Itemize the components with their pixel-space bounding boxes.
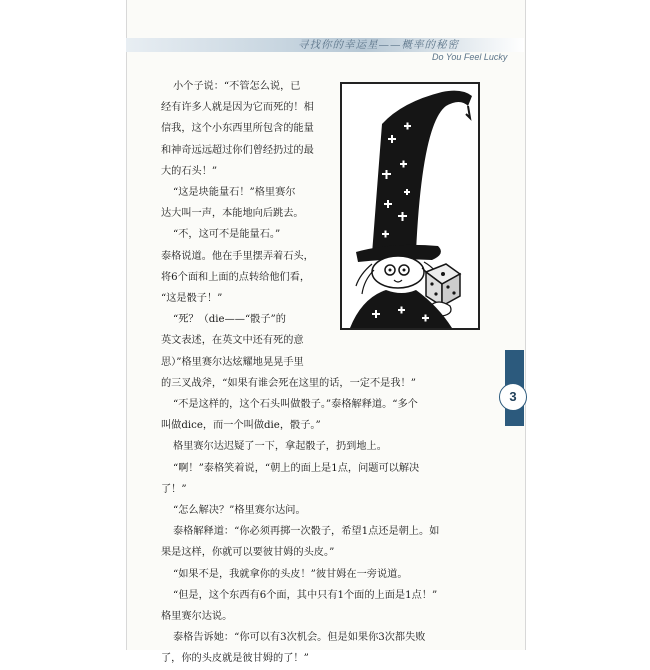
body-line: 和神奇远远超过你们曾经扔过的最 [161, 144, 314, 156]
body-line: 叫做dice，而一个叫做die，骰子。” [161, 420, 321, 432]
running-header-subtitle: Do You Feel Lucky [432, 52, 508, 62]
body-line: 泰格告诉她：“你可以有3次机会。但是如果你3次都失败 [173, 632, 426, 644]
body-line: 将6个面和上面的点转给他们看， [161, 271, 311, 283]
body-line: “不是这样的，这个石头叫做骰子。”泰格解释道。“多个 [173, 399, 418, 410]
page-number-badge: 3 [499, 383, 527, 411]
body-line: 英文表述，在英文中还有死的意 [161, 335, 304, 347]
body-line: “这是块能量石！”格里赛尔 [173, 187, 296, 198]
body-line: 达大叫一声，本能地向后跳去。 [161, 208, 304, 220]
body-line: 经有许多人就是因为它而死的！相 [161, 102, 314, 114]
body-line: 格里赛尔达迟疑了一下，拿起骰子，扔到地上。 [173, 441, 387, 453]
body-line: “这是骰子！” [161, 293, 223, 304]
body-line: 果是这样，你就可以要彼甘姆的头皮。” [161, 547, 335, 559]
body-line: “但是，这个东西有6个面，其中只有1个面的上面是1点！” [173, 589, 438, 601]
body-line: “怎么解决？”格里赛尔达问。 [173, 505, 306, 516]
body-line: 思）”格里赛尔达炫耀地晃晃手里 [161, 356, 304, 368]
body-line: 小个子说：“不管怎么说，已 [173, 81, 301, 92]
body-line: 的三叉战斧，“如果有谁会死在这里的话，一定不是我！” [161, 377, 416, 389]
body-line: 信我，这个小东西里所包含的能量 [161, 123, 314, 135]
body-line: 了！” [161, 483, 187, 495]
body-line: “如果不是，我就拿你的头皮！”彼甘姆在一旁说道。 [173, 568, 408, 580]
running-header-title: 寻找你的幸运星——概率的秘密 [298, 39, 459, 51]
body-line: “不，这可不是能量石。” [173, 229, 281, 241]
body-line: 格里赛尔达说。 [161, 611, 233, 622]
body-line: 泰格解释道：“你必须再掷一次骰子，希望1点还是朝上。如 [173, 526, 440, 538]
body-line: 泰格说道。他在手里摆弄着石头， [161, 250, 314, 262]
body-line: “啊！”泰格笑着说，“朝上的面上是1点，问题可以解决 [173, 462, 420, 474]
body-line: 了，你的头皮就是彼甘姆的了！” [161, 653, 309, 665]
body-line: “死？（die——“骰子”的 [173, 314, 286, 326]
body-line: 大的石头！” [161, 165, 218, 177]
